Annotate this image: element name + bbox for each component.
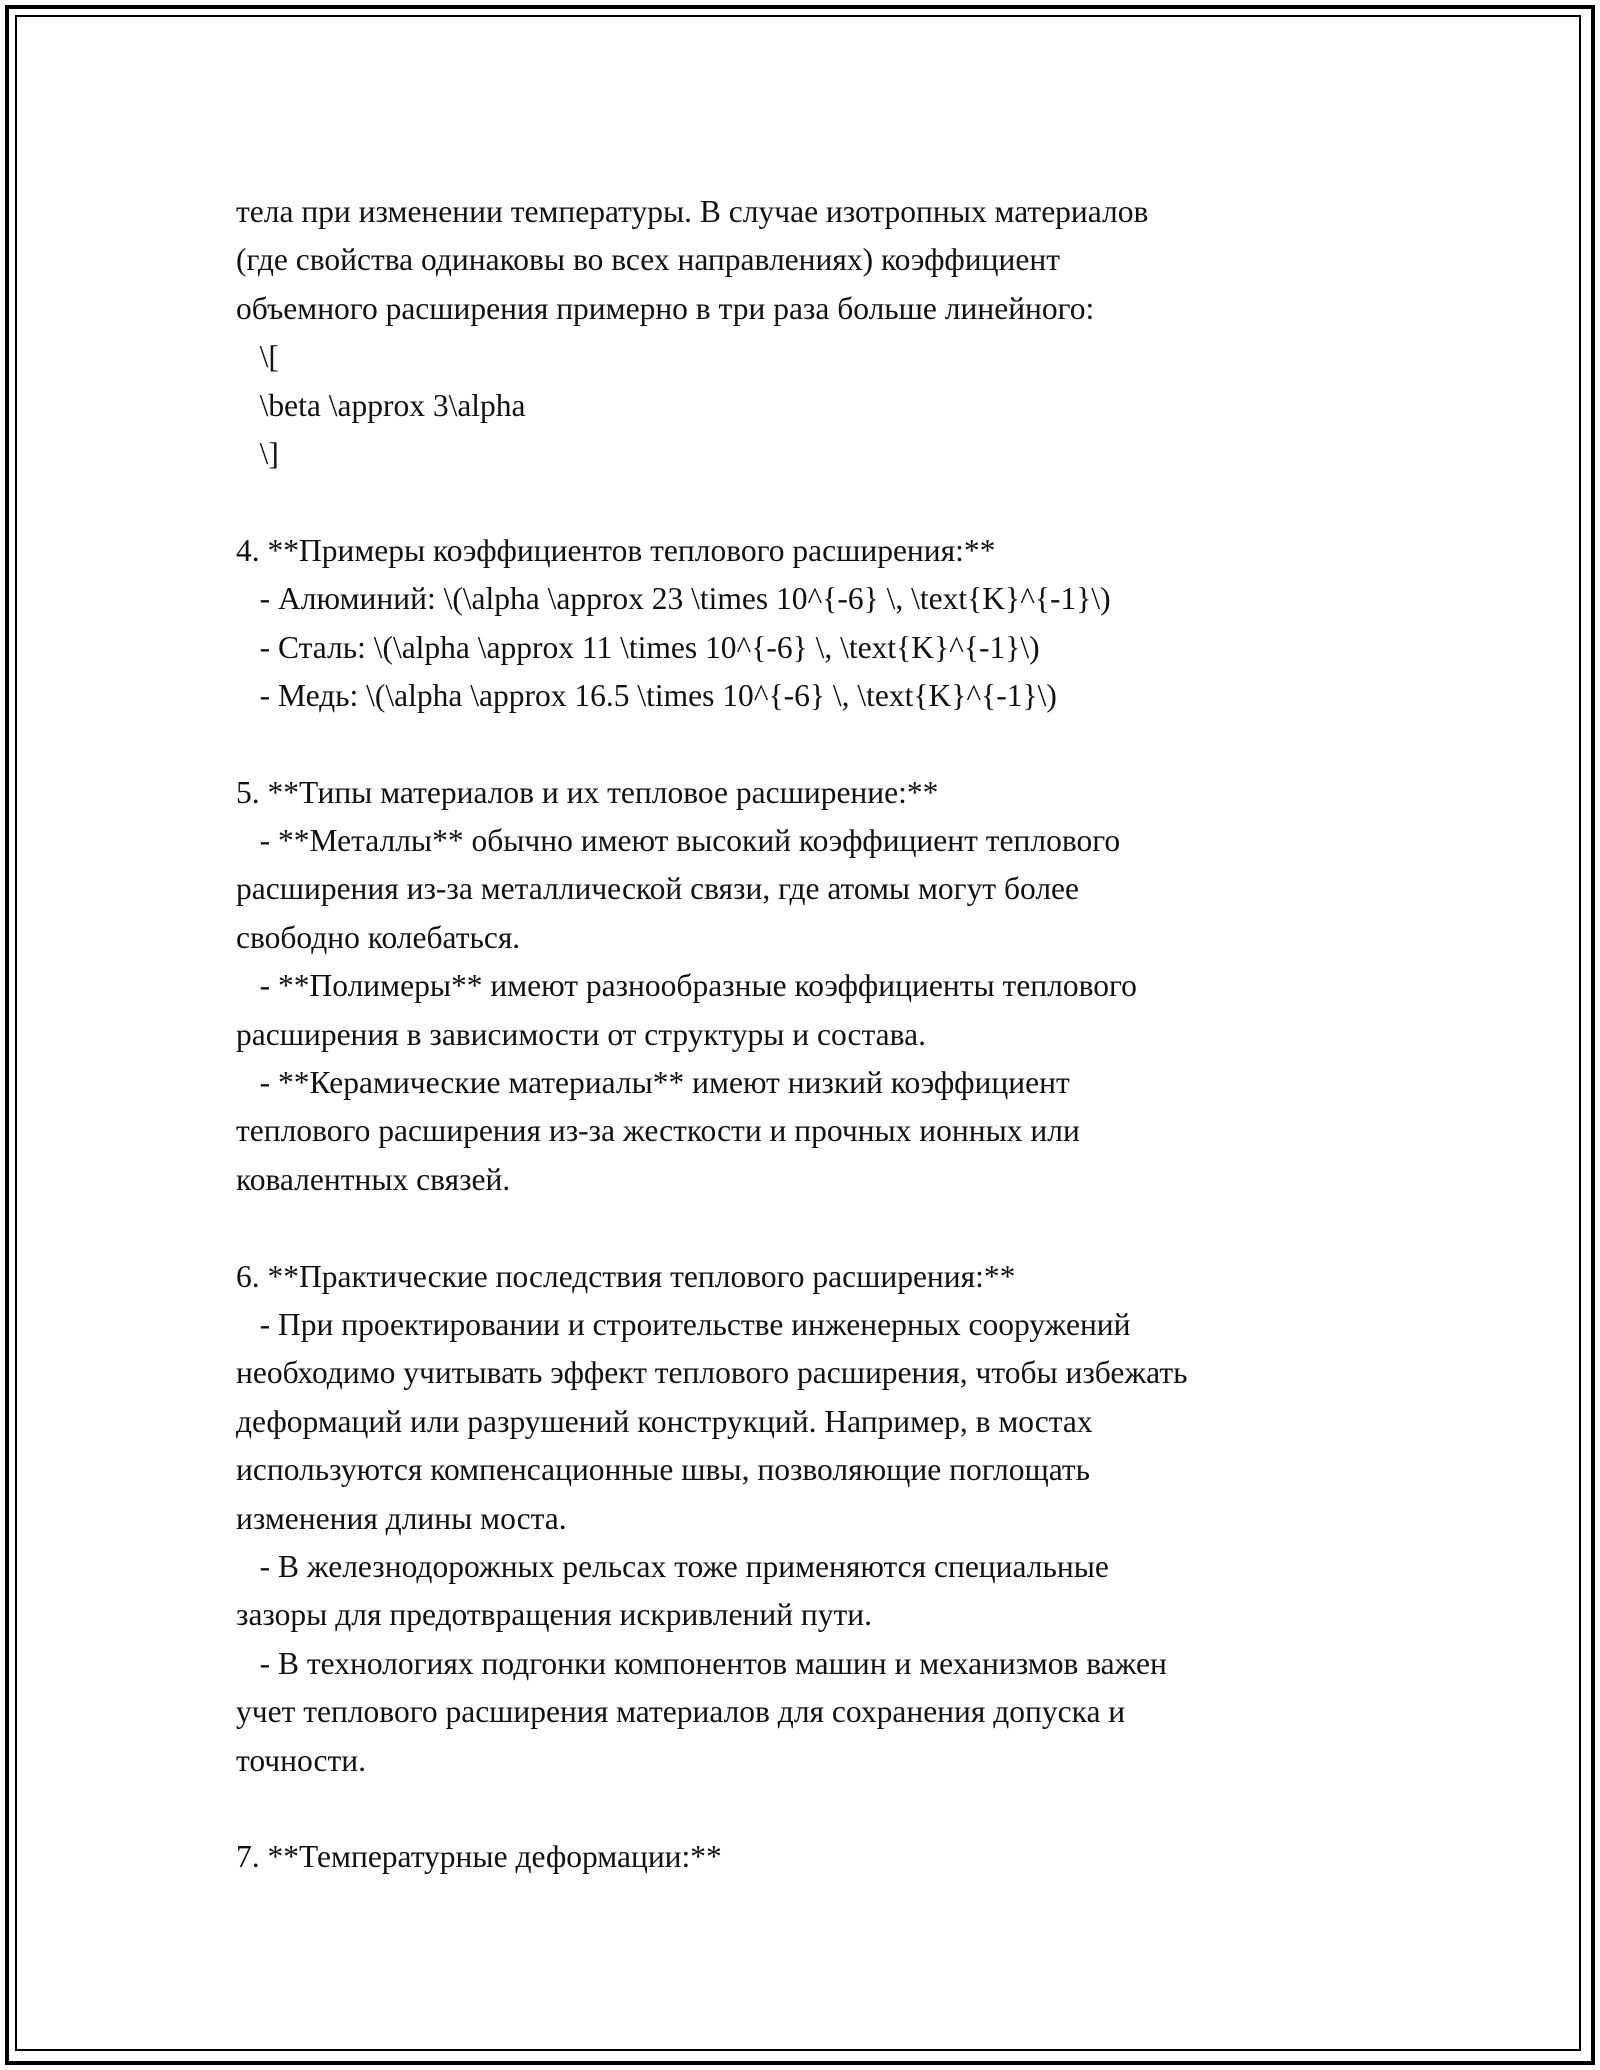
text-line: ковалентных связей. bbox=[236, 1161, 511, 1197]
document-body bbox=[236, 188, 1366, 1882]
text-line: деформаций или разрушений конструкций. Например, в мостах bbox=[236, 1403, 1093, 1439]
blank-line bbox=[236, 1204, 1366, 1252]
text-line: используются компенсационные швы, позволяющие поглощать bbox=[236, 1452, 1091, 1488]
text-line: тела при изменении температуры. В случае изотропных материалов bbox=[236, 194, 1149, 229]
list-item: - В железнодорожных рельсах тоже применяются специальные bbox=[236, 1548, 1109, 1584]
formula-line: \[ bbox=[236, 339, 279, 375]
text-line: точности. bbox=[236, 1742, 366, 1778]
list-item: - При проектировании и строительстве инженерных сооружений bbox=[236, 1306, 1131, 1342]
section-heading: 4. **Примеры коэффициентов теплового расширения:** bbox=[236, 532, 996, 568]
formula-line: \beta \approx 3\alpha bbox=[236, 387, 526, 423]
text-line: свободно колебаться. bbox=[236, 919, 521, 955]
section-heading: 6. **Практические последствия теплового расширения:** bbox=[236, 1258, 1016, 1294]
blank-line bbox=[236, 720, 1366, 768]
list-item: - **Полимеры** имеют разнообразные коэффициенты теплового bbox=[236, 968, 1137, 1004]
section-heading: 5. **Типы материалов и их тепловое расширение:** bbox=[236, 774, 939, 810]
text-line: теплового расширения из-за жесткости и прочных ионных или bbox=[236, 1113, 1080, 1149]
text-line: (где свойства одинаковы во всех направлениях) коэффициент bbox=[236, 242, 1060, 278]
text-line: расширения в зависимости от структуры и состава. bbox=[236, 1016, 926, 1052]
list-item: - Медь: \(\alpha \approx 16.5 \times 10^{-6} \, \text{K}^{-1}\) bbox=[236, 677, 1057, 713]
blank-line bbox=[236, 478, 1366, 526]
formula-line: \] bbox=[236, 435, 279, 471]
list-item: - Сталь: \(\alpha \approx 11 \times 10^{-6} \, \text{K}^{-1}\) bbox=[236, 629, 1040, 665]
blank-line bbox=[236, 1785, 1366, 1833]
text-line: необходимо учитывать эффект теплового расширения, чтобы избежать bbox=[236, 1355, 1188, 1391]
list-item: - В технологиях подгонки компонентов машин и механизмов важен bbox=[236, 1645, 1167, 1681]
text-line: зазоры для предотвращения искривлений пути. bbox=[236, 1597, 873, 1633]
text-line: расширения из-за металлической связи, где атомы могут более bbox=[236, 871, 1080, 907]
list-item: - Алюминий: \(\alpha \approx 23 \times 10^{-6} \, \text{K}^{-1}\) bbox=[236, 581, 1111, 617]
text-line: учет теплового расширения материалов для сохранения допуска и bbox=[236, 1694, 1126, 1730]
list-item: - **Металлы** обычно имеют высокий коэффициент теплового bbox=[236, 823, 1121, 859]
section-heading: 7. **Температурные деформации:** bbox=[236, 1839, 722, 1875]
text-line: изменения длины моста. bbox=[236, 1500, 567, 1536]
text-line: объемного расширения примерно в три раза больше линейного: bbox=[236, 290, 1095, 326]
list-item: - **Керамические материалы** имеют низкий коэффициент bbox=[236, 1065, 1070, 1101]
